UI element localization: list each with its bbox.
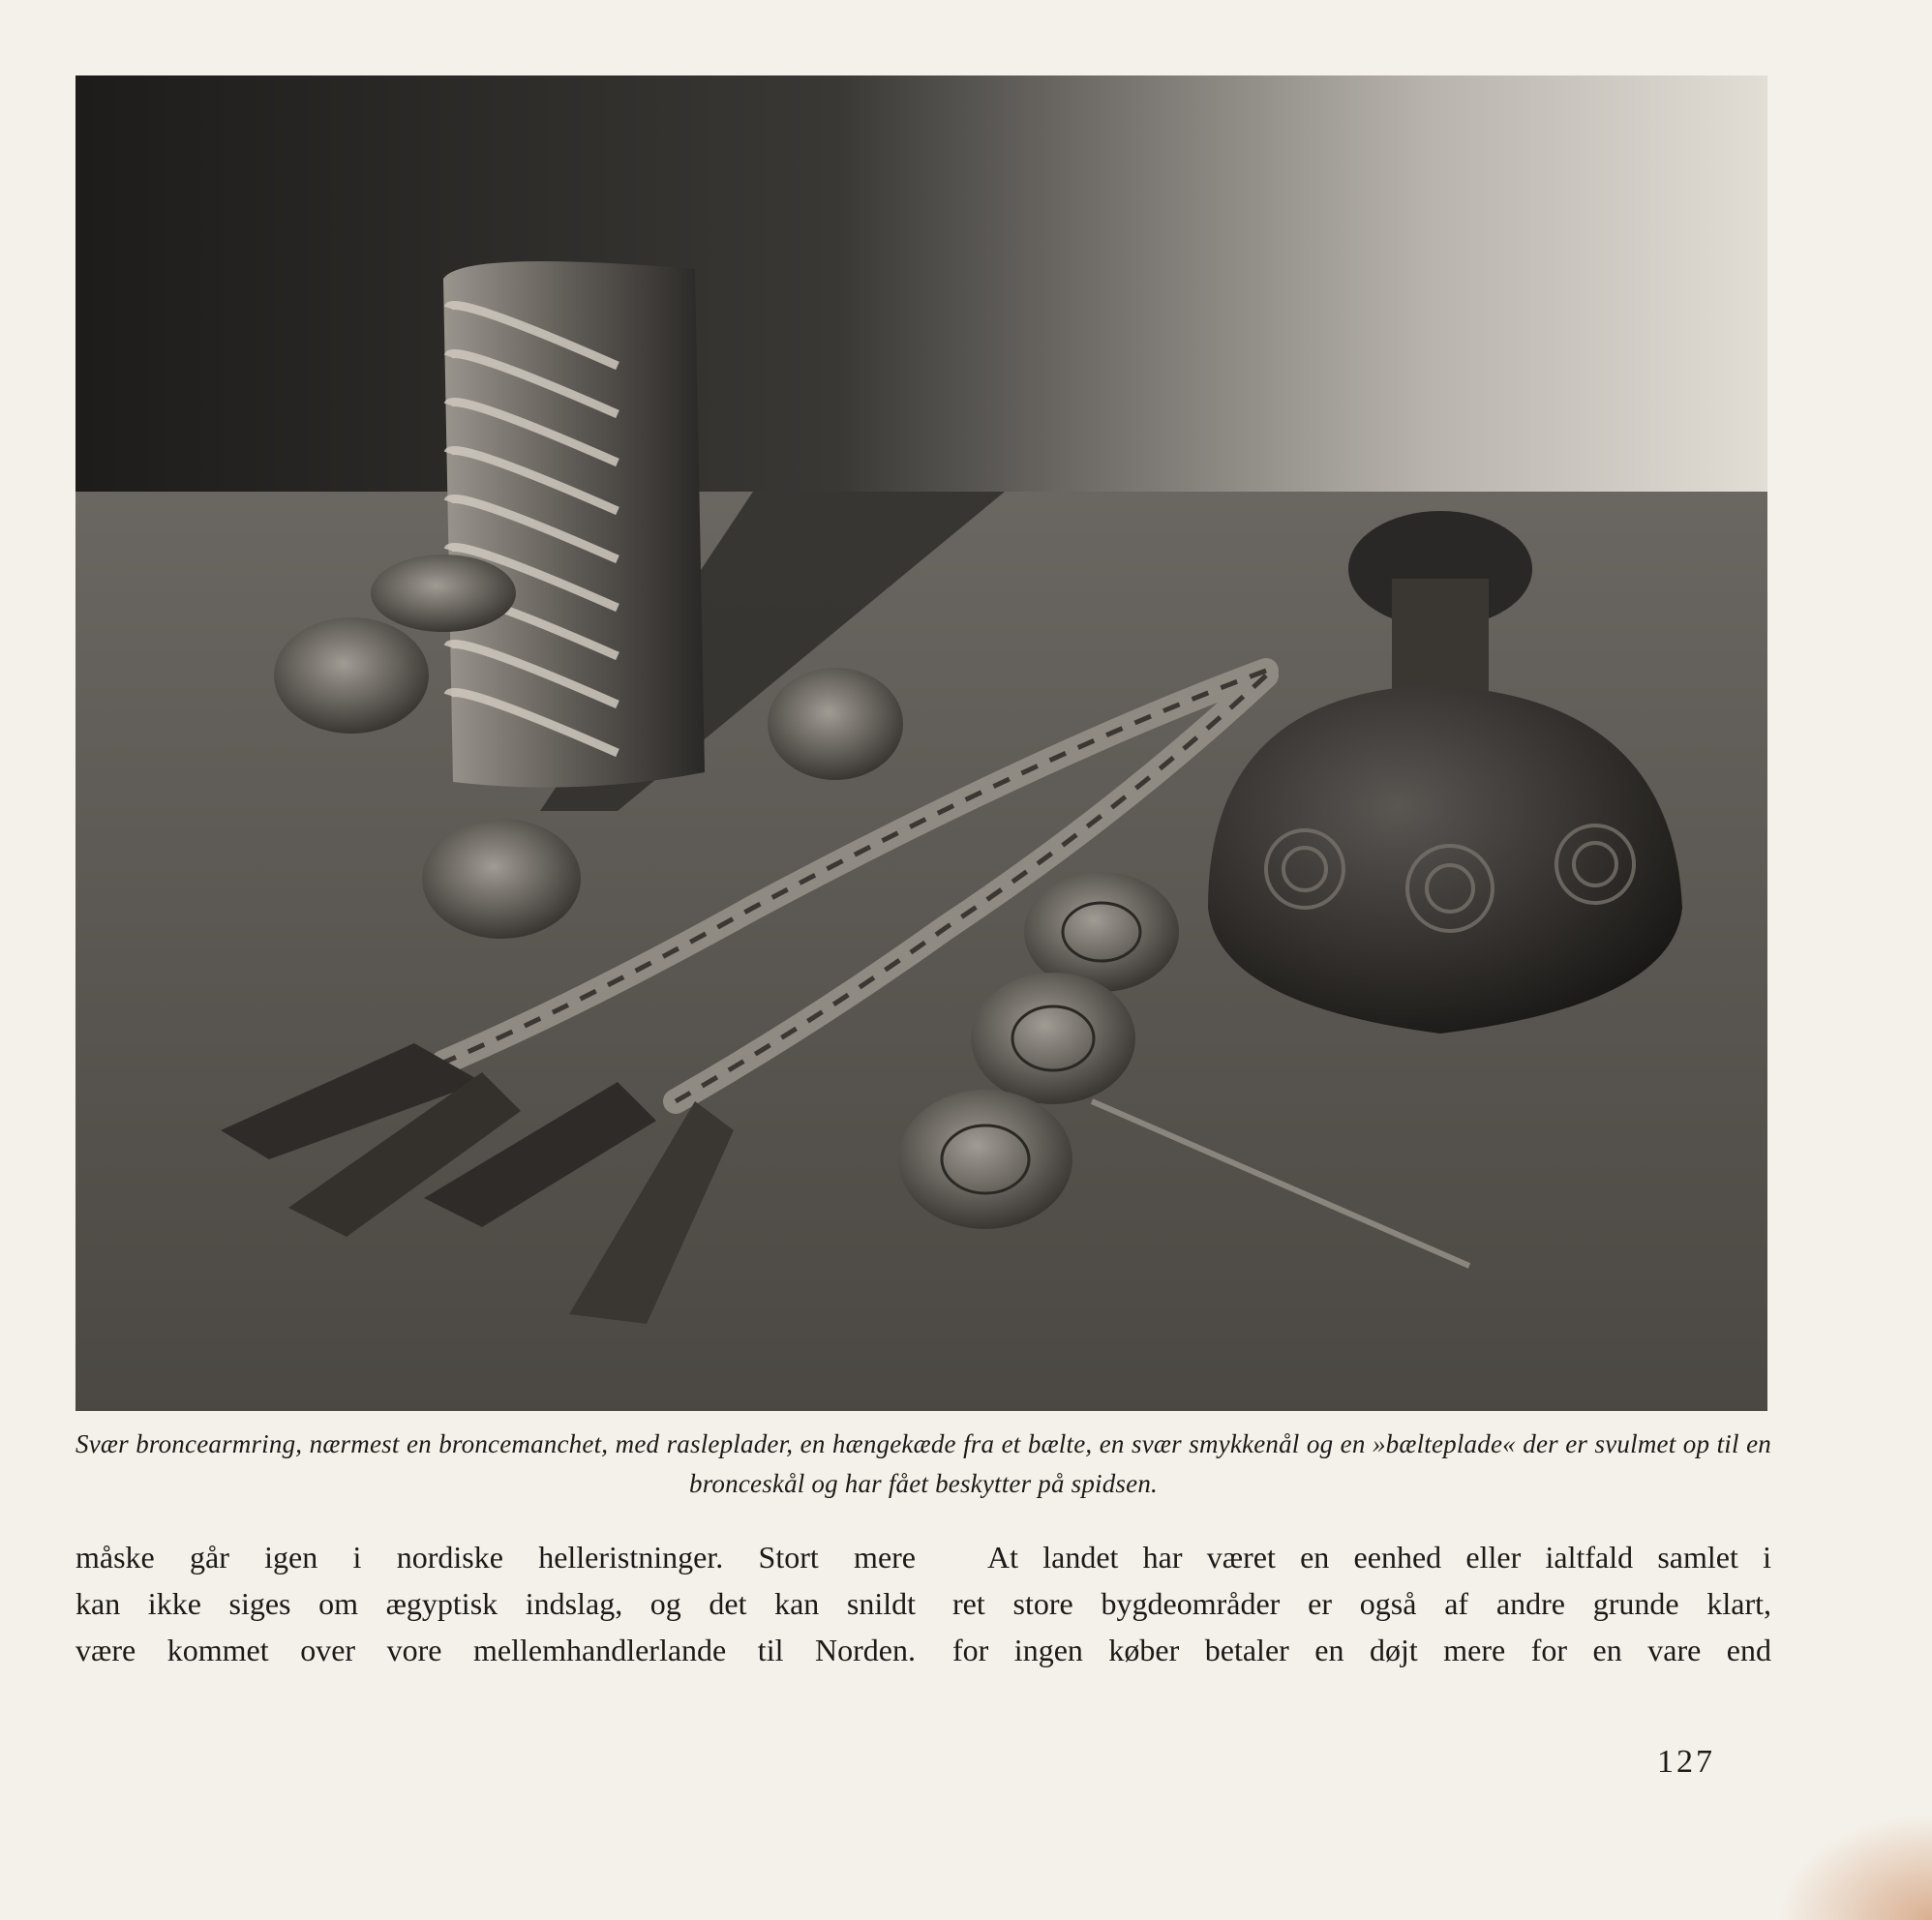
right-line-3: for ingen køber betaler en døjt mere for en vare end bbox=[952, 1633, 1771, 1667]
right-line-1: At landet har været en eenhed eller ialtfald samlet i bbox=[987, 1540, 1771, 1575]
paper-stain bbox=[1777, 1814, 1932, 1920]
body-text bbox=[75, 1534, 1771, 1698]
page-number: 127 bbox=[1657, 1744, 1715, 1780]
right-column bbox=[952, 1534, 1771, 1673]
left-line-3: være kommet over vore mellemhandlerlande til Norden. bbox=[75, 1633, 916, 1667]
figure-caption: Svær broncearmring, nærmest en broncemanchet, med raslеplader, en hængekæde fra et bælte, en svær smykkenål og en »bælteplade« der er svulmet op til en bronceskål og har fået beskytter på spidsen. bbox=[75, 1429, 1771, 1498]
bronze-artifacts-image bbox=[75, 75, 1767, 1411]
left-column bbox=[75, 1534, 916, 1673]
right-line-2: ret store bygdeområder er også af andre grunde klart, bbox=[952, 1586, 1771, 1621]
artifact-photograph bbox=[75, 75, 1767, 1411]
left-line-2: kan ikke siges om ægyptisk indslag, og det kan snildt bbox=[75, 1586, 916, 1621]
left-line-1: måske går igen i nordiske helleristninger. Stort mere bbox=[75, 1540, 916, 1575]
